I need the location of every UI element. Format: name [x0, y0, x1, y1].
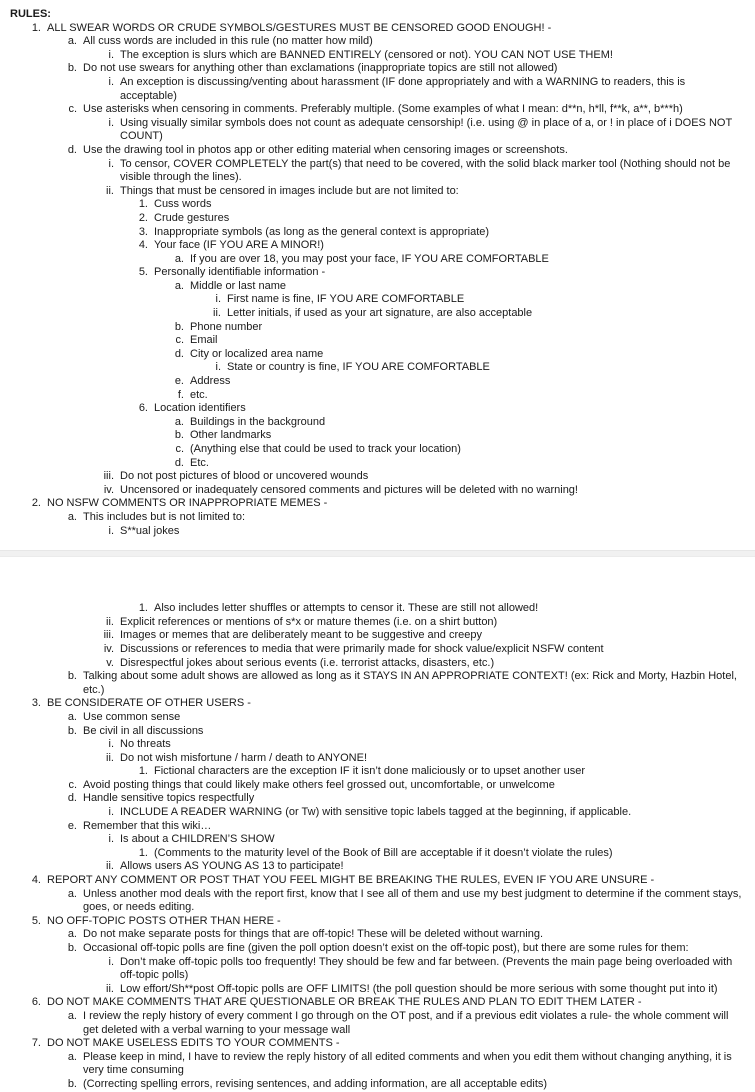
rule-text: Low effort/Sh**post Off-topic polls are OFF LIMITS! (the poll question should be more serious with some thought put into it) [120, 982, 718, 995]
rule-text: DO NOT MAKE USELESS EDITS TO YOUR COMMENTS - [47, 1037, 340, 1050]
rule-text: Unless another mod deals with the report first, know that I see all of them and use my best judgment to determine if the comment stays, goes, or needs editing. [83, 887, 742, 914]
list-marker: a. [174, 279, 184, 292]
rule-item [5, 1037, 743, 1051]
rule-text: Things that must be censored in images include but are not limited to: [120, 184, 459, 197]
rule-item [78, 616, 743, 630]
list-marker: b. [67, 942, 77, 954]
rule-item [5, 697, 743, 711]
rule-text: Use common sense [83, 710, 181, 723]
list-marker: c. [68, 103, 77, 116]
list-marker: d. [174, 347, 184, 360]
rule-text: NO NSFW COMMENTS OR INAPPROPRIATE MEMES - [47, 497, 328, 510]
rule-item [148, 416, 743, 430]
rule-text: Phone number [190, 320, 263, 333]
rule-text: Uncensored or inadequately censored comments and pictures will be deleted with no warning! [120, 483, 578, 496]
list-marker: e. [174, 375, 184, 388]
rule-item [5, 22, 743, 36]
rule-item [41, 1051, 743, 1078]
rule-item [41, 511, 743, 525]
rule-item [112, 198, 743, 212]
list-marker: c. [175, 334, 184, 347]
rule-text: Avoid posting things that could likely make others feel grossed out, uncomfortable, or unwelcome [83, 778, 555, 791]
list-marker: 3. [138, 225, 148, 238]
rule-text: Discussions or references to media that were primarily made for shock value/explicit NSFW content [120, 642, 604, 655]
rule-text: Remember that this wiki… [83, 819, 212, 832]
list-marker: 6. [31, 996, 41, 1009]
rule-item [148, 280, 743, 294]
rule-item [148, 429, 743, 443]
rule-item [41, 888, 743, 915]
rule-item [148, 457, 743, 471]
list-marker: d. [174, 456, 184, 469]
list-marker: b. [67, 62, 77, 75]
rule-text: Address [190, 375, 231, 388]
rule-item [112, 765, 743, 779]
rule-item [148, 321, 743, 335]
list-marker: 4. [138, 239, 148, 252]
rule-text: Using visually similar symbols does not count as adequate censorship! (i.e. using @ in place of a, or ! in place of i DOES NOT COUNT) [120, 116, 732, 143]
rule-item [78, 185, 743, 199]
rule-item [148, 348, 743, 362]
rule-item [148, 375, 743, 389]
rule-text: Occasional off-topic polls are fine (given the poll option doesn’t exist on the off-topic post), but there are some rules for them: [83, 942, 689, 954]
list-marker: i. [215, 293, 221, 306]
rule-item [78, 956, 743, 983]
rule-item [78, 806, 743, 820]
rule-item [41, 35, 743, 49]
rule-text: Also includes letter shuffles or attempts to censor it. These are still not allowed! [154, 602, 539, 615]
rule-text: Handle sensitive topics respectfully [83, 792, 255, 805]
rule-item [148, 389, 743, 403]
rule-text: No threats [120, 738, 171, 751]
list-marker: ii. [106, 184, 114, 197]
list-marker: iv. [103, 642, 114, 655]
rule-item [41, 792, 743, 806]
rule-item [41, 779, 743, 793]
list-marker: 5. [31, 914, 41, 927]
list-marker: 1. [31, 21, 41, 34]
list-marker: c. [68, 778, 77, 791]
rule-text: All cuss words are included in this rule (no matter how mild) [83, 35, 373, 48]
list-marker: 3. [31, 697, 41, 710]
list-marker: v. [106, 656, 114, 669]
rule-item [41, 711, 743, 725]
list-marker: a. [174, 415, 184, 428]
rule-item [185, 293, 743, 307]
list-marker: a. [67, 887, 77, 900]
rule-item [112, 226, 743, 240]
rule-item [41, 820, 743, 834]
list-marker: a. [67, 1050, 77, 1063]
list-marker: ii. [106, 982, 114, 995]
rule-item [78, 484, 743, 498]
rule-text: Your face (IF YOU ARE A MINOR!) [154, 239, 324, 252]
list-marker: a. [67, 35, 77, 48]
rule-item [148, 253, 743, 267]
list-marker: 1. [138, 602, 148, 615]
rule-text: Images or memes that are deliberately meant to be suggestive and creepy [120, 629, 482, 642]
list-marker: iii. [103, 629, 114, 642]
rule-text: etc. [190, 388, 208, 401]
rule-item [78, 76, 743, 103]
rules-heading: RULES: [10, 8, 51, 20]
rule-text: Fictional characters are the exception IF it isn’t done maliciously or to upset another user [154, 765, 586, 778]
rule-text: Talking about some adult shows are allowed as long as it STAYS IN AN APPROPRIATE CONTEXT! (ex: Rick and Morty, Hazbin Hotel, etc.) [83, 670, 737, 696]
rule-text: Allows users AS YOUNG AS 13 to participate! [120, 860, 344, 873]
list-marker: i. [108, 833, 114, 846]
rule-item [5, 915, 743, 929]
rule-item [5, 874, 743, 888]
list-marker: ii. [213, 307, 221, 320]
list-marker: i. [108, 738, 114, 751]
rule-item [41, 670, 743, 697]
rule-text: REPORT ANY COMMENT OR POST THAT YOU FEEL MIGHT BE BREAKING THE RULES, EVEN IF YOU ARE UNSURE - [47, 874, 655, 887]
list-marker: ii. [106, 615, 114, 628]
list-marker: b. [174, 320, 184, 333]
list-marker: iii. [103, 470, 114, 483]
rule-item [41, 144, 743, 158]
list-marker: 1. [138, 765, 148, 778]
rule-item [185, 307, 743, 321]
rule-item [78, 833, 743, 847]
rule-text: If you are over 18, you may post your face, IF YOU ARE COMFORTABLE [190, 252, 549, 265]
rule-text: Don’t make off-topic polls too frequently! They should be few and far between. (Prevents the main page being overloaded with off-topic polls) [120, 955, 733, 982]
page-break-divider [0, 550, 755, 557]
rule-text: S**ual jokes [120, 524, 180, 537]
list-marker: a. [67, 510, 77, 523]
list-marker: a. [67, 928, 77, 941]
rule-text: Do not make separate posts for things that are off-topic! These will be deleted without warning. [83, 928, 544, 941]
list-marker: i. [108, 157, 114, 170]
list-marker: i. [108, 806, 114, 819]
rule-text: Buildings in the background [190, 415, 326, 428]
rule-item [112, 212, 743, 226]
rule-text: ALL SWEAR WORDS OR CRUDE SYMBOLS/GESTURES MUST BE CENSORED GOOD ENOUGH! - [47, 21, 552, 34]
rule-item [78, 860, 743, 874]
rule-text: DO NOT MAKE COMMENTS THAT ARE QUESTIONABLE OR BREAK THE RULES AND PLAN TO EDIT THEM LATER - [47, 996, 642, 1009]
rule-text: Is about a CHILDREN’S SHOW [120, 833, 275, 846]
rule-item [41, 942, 743, 956]
rule-text: Inappropriate symbols (as long as the general context is appropriate) [154, 225, 490, 238]
list-marker: 2. [138, 211, 148, 224]
rule-text: City or localized area name [190, 347, 324, 360]
rule-item [78, 738, 743, 752]
rule-item [112, 402, 743, 416]
list-marker: 1. [138, 846, 148, 859]
rule-item [5, 497, 743, 511]
list-marker: ii. [106, 860, 114, 873]
rule-item [185, 361, 743, 375]
rule-item [112, 602, 743, 616]
rule-item [112, 266, 743, 280]
rule-text: State or country is fine, IF YOU ARE COMFORTABLE [227, 361, 490, 374]
rule-item [78, 470, 743, 484]
rule-text: Letter initials, if used as your art signature, are also acceptable [227, 307, 533, 320]
rule-text: First name is fine, IF YOU ARE COMFORTABLE [227, 293, 465, 306]
list-marker: d. [67, 792, 77, 805]
rule-text: NO OFF-TOPIC POSTS OTHER THAN HERE - [47, 914, 281, 927]
rule-text: Email [190, 334, 218, 347]
rule-text: Crude gestures [154, 211, 230, 224]
list-marker: d. [67, 143, 77, 156]
rule-text: Cuss words [154, 198, 212, 211]
rule-text: (Anything else that could be used to track your location) [190, 443, 461, 455]
rule-text: Do not post pictures of blood or uncovered wounds [120, 470, 369, 483]
list-marker: b. [67, 1077, 77, 1090]
list-marker: 6. [138, 402, 148, 415]
rule-text: Use asterisks when censoring in comments. Preferably multiple. (Some examples of what I mean: d**n, h*ll, f**k, a**, b***h) [83, 103, 683, 116]
rule-item [41, 103, 743, 117]
rule-text: Other landmarks [190, 429, 272, 442]
list-marker: 1. [138, 198, 148, 211]
rule-item [78, 657, 743, 671]
rule-item [5, 996, 743, 1010]
rule-text: The exception is slurs which are BANNED ENTIRELY (censored or not). YOU CAN NOT USE THEM! [120, 48, 613, 61]
rule-text: To censor, COVER COMPLETELY the part(s) that need to be covered, with the solid black marker tool (Nothing should not be visible through the lines). [120, 157, 731, 184]
list-marker: b. [67, 670, 77, 683]
list-marker: b. [67, 724, 77, 737]
list-marker: i. [215, 361, 221, 374]
rule-text: Do not wish misfortune / harm / death to ANYONE! [120, 751, 367, 764]
rule-item [112, 239, 743, 253]
list-marker: 2. [31, 497, 41, 510]
rule-text: BE CONSIDERATE OF OTHER USERS - [47, 697, 251, 710]
rule-item [41, 928, 743, 942]
rule-text: Use the drawing tool in photos app or other editing material when censoring images or screenshots. [83, 143, 568, 156]
list-marker: i. [108, 75, 114, 88]
rule-item [78, 49, 743, 63]
rule-item [112, 847, 743, 861]
list-marker: ii. [106, 751, 114, 764]
rule-item [78, 643, 743, 657]
list-marker: iv. [103, 483, 114, 496]
list-marker: e. [67, 819, 77, 832]
rule-text: Etc. [190, 456, 209, 469]
list-marker: a. [174, 252, 184, 265]
rule-item [41, 725, 743, 739]
rule-text: Please keep in mind, I have to review the reply history of all edited comments and when you edit them without changing anything, it is very time consuming [83, 1050, 732, 1077]
rule-item [148, 334, 743, 348]
list-marker: i. [108, 524, 114, 537]
rule-item [78, 117, 743, 144]
rule-item [41, 62, 743, 76]
list-marker: i. [108, 955, 114, 968]
list-marker: 7. [31, 1037, 41, 1050]
rule-text: INCLUDE A READER WARNING (or Tw) with sensitive topic labels tagged at the beginning, if applicable. [120, 806, 632, 819]
rule-text: Middle or last name [190, 279, 286, 292]
rule-text: Personally identifiable information - [154, 266, 326, 279]
rule-item [78, 158, 743, 185]
rule-item [78, 983, 743, 997]
rule-text: An exception is discussing/venting about harassment (IF done appropriately and with a WARNING to readers, this is acceptable) [120, 75, 686, 102]
list-marker: b. [174, 429, 184, 442]
rule-text: (Correcting spelling errors, revising sentences, and adding information, are all acceptable edits) [83, 1077, 548, 1090]
rule-item [78, 752, 743, 766]
list-marker: f. [177, 388, 184, 401]
rule-text: I review the reply history of every comment I go through on the OT post, and if a previous edit violates a rule- the whole comment will get deleted with a verbal warning to your message wall [83, 1009, 729, 1036]
list-marker: i. [108, 116, 114, 129]
rule-text: Disrespectful jokes about serious events (i.e. terrorist attacks, disasters, etc.) [120, 656, 495, 669]
rule-text: (Comments to the maturity level of the Book of Bill are acceptable if it doesn’t violate the rules) [154, 846, 613, 859]
rule-item [148, 443, 743, 457]
rule-text: Be civil in all discussions [83, 724, 204, 737]
list-marker: 5. [138, 266, 148, 279]
rule-text: This includes but is not limited to: [83, 510, 246, 523]
list-marker: i. [108, 48, 114, 61]
rule-text: Location identifiers [154, 402, 246, 415]
list-marker: 4. [31, 874, 41, 887]
rule-item [41, 1010, 743, 1037]
rule-text: Explicit references or mentions of s*x or mature themes (i.e. on a shirt button) [120, 615, 498, 628]
rule-text: Do not use swears for anything other than exclamations (inappropriate topics are still not allowed) [83, 62, 558, 75]
list-marker: c. [175, 443, 184, 455]
list-marker: a. [67, 1009, 77, 1022]
list-marker: a. [67, 710, 77, 723]
rule-item [78, 629, 743, 643]
rule-item [78, 525, 743, 539]
